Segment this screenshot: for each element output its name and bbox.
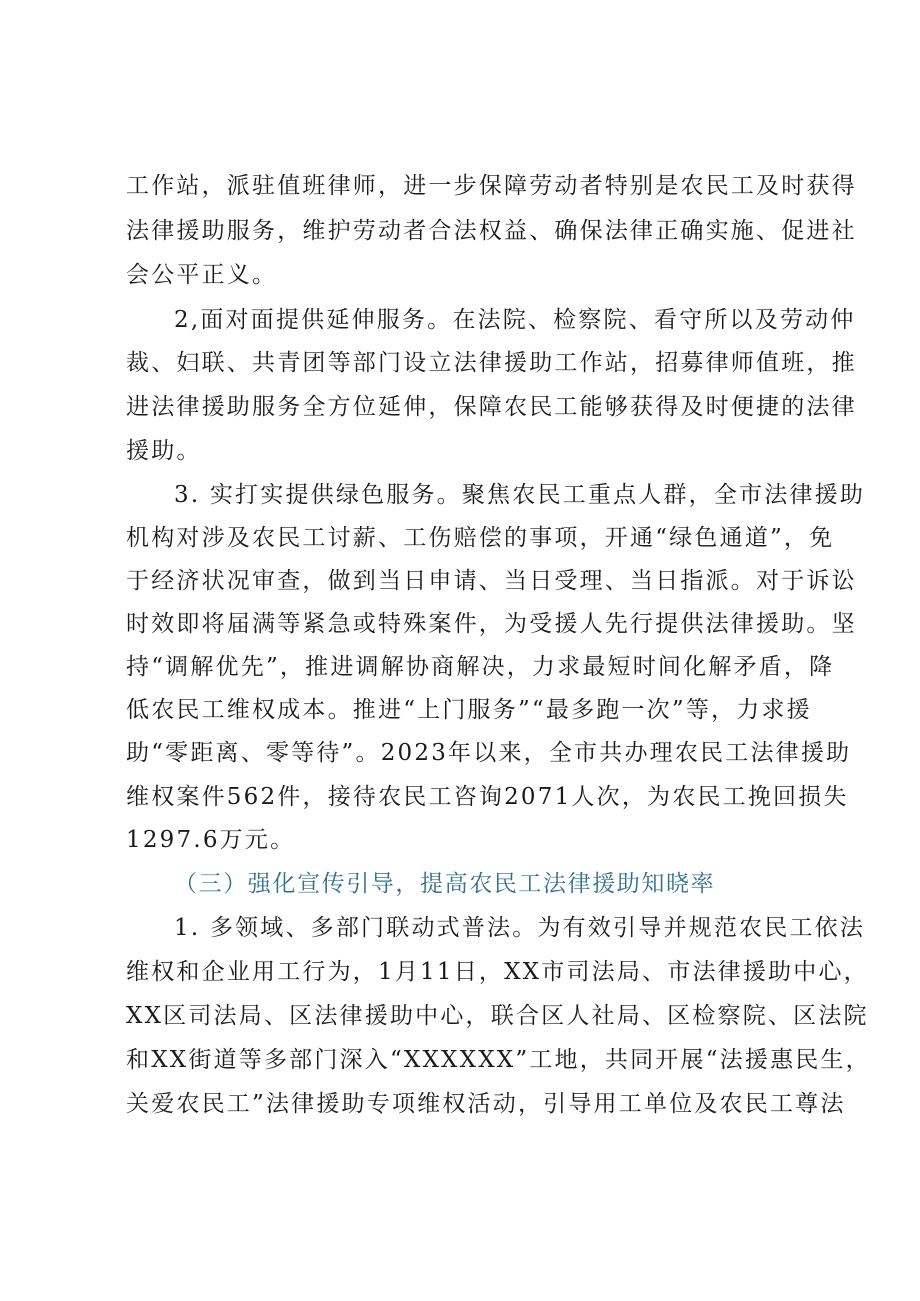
body-line: 维权案件562件，接待农民工咨询2071人次，为农民工挽回损失 [126, 784, 849, 810]
body-line: 维权和企业用工行为，1月11日，XX市司法局、市法律援助中心， [126, 959, 869, 985]
body-line: 法律援助服务，维护劳动者合法权益、确保法律正确实施、促进社 [126, 218, 857, 244]
body-line: 工作站，派驻值班律师，进一步保障劳动者特别是农民工及时获得 [126, 173, 857, 199]
body-line: 时效即将届满等紧急或特殊案件，为受援人先行提供法律援助。坚 [126, 611, 857, 637]
body-line: 和XX街道等多部门深入“XXXXXX”工地，共同开展“法援惠民生， [126, 1047, 871, 1073]
body-line: 会公平正义。 [126, 262, 278, 288]
body-line: 裁、妇联、共青团等部门设立法律援助工作站，招募律师值班，推 [126, 350, 857, 376]
body-line: 于经济状况审查，做到当日申请、当日受理、当日指派。对于诉讼 [126, 568, 857, 594]
body-line: 助“零距离、零等待”。2023年以来，全市共办理农民工法律援助 [126, 740, 852, 766]
section-heading: （三）强化宣传引导，提高农民工法律援助知晓率 [174, 871, 716, 897]
body-line: XX区司法局、区法律援助中心，联合区人社局、区检察院、区法院 [126, 1003, 869, 1029]
body-line: 1297.6万元。 [126, 827, 296, 853]
body-line: 援助。 [126, 438, 202, 464]
body-line: 低农民工维权成本。推进“上门服务”“最多跑一次”等，力求援 [126, 697, 812, 723]
body-line: 机构对涉及农民工讨薪、工伤赔偿的事项，开通“绿色通道”，免 [126, 525, 835, 551]
body-line: 关爱农民工”法律援助专项维权活动，引导用工单位及农民工尊法 [126, 1091, 846, 1117]
body-line: 持“调解优先”，推进调解协商解决，力求最短时间化解矛盾，降 [126, 654, 835, 680]
paragraph-start-line: 1. 多领域、多部门联动式普法。为有效引导并规范农民工依法 [174, 915, 866, 941]
paragraph-start-line: 3. 实打实提供绿色服务。聚焦农民工重点人群，全市法律援助 [174, 482, 866, 508]
paragraph-start-line: 2,面对面提供延伸服务。在法院、检察院、看守所以及劳动仲 [174, 307, 856, 333]
body-line: 进法律援助服务全方位延伸，保障农民工能够获得及时便捷的法律 [126, 394, 857, 420]
